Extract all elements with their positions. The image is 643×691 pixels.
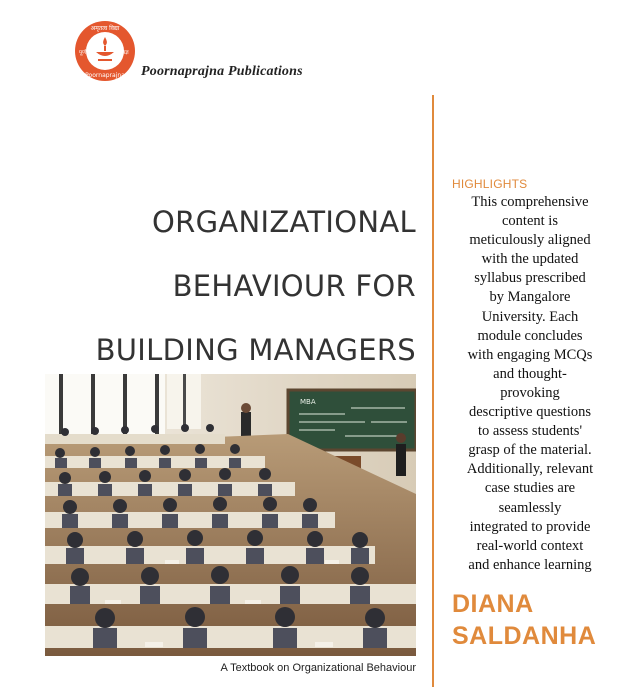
author-line: SALDANHA bbox=[452, 622, 597, 650]
book-title bbox=[40, 190, 416, 382]
highlights-line: and thought- bbox=[493, 365, 567, 382]
highlights-line: grasp of the material. bbox=[468, 442, 592, 459]
highlights-line: descriptive questions bbox=[468, 404, 592, 421]
highlights-line: syllabus prescribed bbox=[474, 270, 586, 287]
author-line: DIANA bbox=[452, 590, 534, 618]
blackboard bbox=[288, 390, 416, 450]
highlights-line: case studies are bbox=[484, 480, 576, 497]
lecturer bbox=[241, 403, 251, 438]
logo-top-text: अमृतत्व विद्या bbox=[90, 25, 120, 32]
highlights-body bbox=[446, 193, 614, 575]
teacher bbox=[396, 433, 406, 476]
publisher-logo bbox=[74, 20, 136, 82]
highlights-line: meticulously aligned bbox=[469, 232, 591, 249]
publisher-name: Poornaprajna Publications bbox=[141, 64, 303, 79]
highlights-line: by Mangalore bbox=[489, 289, 571, 306]
highlights-line: real-world context bbox=[476, 537, 584, 554]
highlights-line: University. Each bbox=[481, 308, 579, 325]
title-line: BEHAVIOUR FOR bbox=[172, 269, 416, 303]
highlights-line: Additionally, relevant bbox=[466, 461, 594, 478]
highlights-line: module concludes bbox=[477, 327, 583, 344]
title-line: BUILDING MANAGERS bbox=[95, 333, 416, 367]
vertical-divider bbox=[432, 95, 434, 687]
logo-bottom-text: Poornaprajna bbox=[85, 72, 125, 79]
author-name bbox=[452, 588, 596, 652]
title-line: ORGANIZATIONAL bbox=[152, 205, 416, 239]
cover-photo bbox=[45, 374, 416, 656]
classroom-illustration bbox=[45, 374, 416, 656]
logo-left-text: पूर्ण bbox=[79, 50, 87, 56]
highlights-line: with engaging MCQs bbox=[467, 346, 593, 363]
blackboard-text: MBA bbox=[300, 398, 316, 406]
highlights-line: with the updated bbox=[481, 251, 579, 268]
highlights-line: to assess students' bbox=[477, 423, 583, 440]
highlights-line: and enhance learning bbox=[468, 556, 592, 573]
cover-caption: A Textbook on Organizational Behaviour bbox=[220, 662, 416, 674]
highlights-line: This comprehensive bbox=[471, 194, 589, 210]
highlights-line: provoking bbox=[500, 384, 560, 401]
highlights-heading: HIGHLIGHTS bbox=[452, 177, 528, 191]
highlights-line: content is bbox=[502, 213, 558, 230]
highlights-line: integrated to provide bbox=[469, 518, 591, 535]
logo-right-text: प्रज्ञ bbox=[122, 50, 129, 56]
highlights-line: seamlessly bbox=[498, 499, 562, 516]
